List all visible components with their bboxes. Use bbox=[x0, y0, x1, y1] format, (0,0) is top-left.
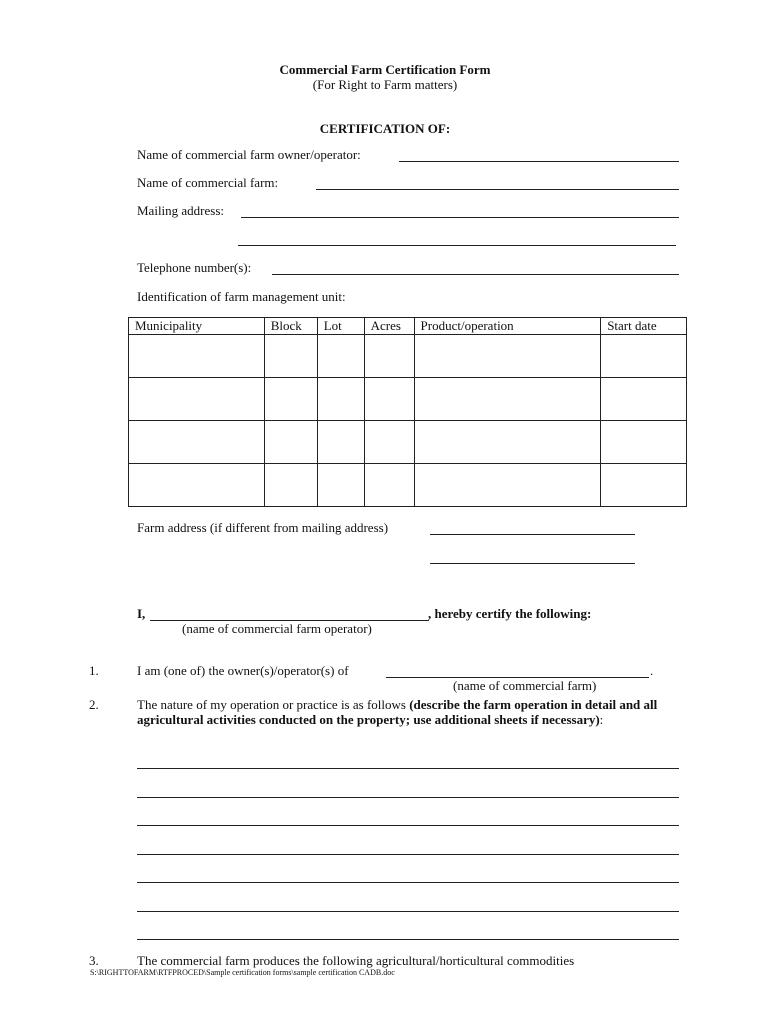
item-2-text-bold: (describe the farm operation in detail and all agricultural activities conducted on the property; use additional sheets if necessary) bbox=[137, 697, 658, 727]
operator-name-caption: (name of commercial farm operator) bbox=[182, 621, 372, 636]
mgmt-unit-table bbox=[128, 317, 687, 507]
farm-address-label: Farm address (if different from mailing address) bbox=[137, 520, 389, 535]
farm-name-field[interactable] bbox=[316, 189, 679, 190]
item-2-text-plain: The nature of my operation or practice is as follows bbox=[137, 697, 406, 712]
table-cell[interactable] bbox=[317, 464, 364, 507]
table-cell[interactable] bbox=[601, 421, 687, 464]
description-line-6[interactable] bbox=[137, 911, 679, 912]
table-cell[interactable] bbox=[317, 421, 364, 464]
table-cell[interactable] bbox=[129, 378, 265, 421]
description-line-7[interactable] bbox=[137, 939, 679, 940]
table-row bbox=[129, 421, 687, 464]
item-3-number: 3. bbox=[89, 953, 99, 968]
table-row bbox=[129, 464, 687, 507]
table-cell[interactable] bbox=[129, 335, 265, 378]
description-line-1[interactable] bbox=[137, 768, 679, 769]
table-cell[interactable] bbox=[601, 335, 687, 378]
description-line-3[interactable] bbox=[137, 825, 679, 826]
col-header-municipality: Municipality bbox=[129, 318, 265, 335]
description-line-2[interactable] bbox=[137, 797, 679, 798]
table-cell[interactable] bbox=[317, 335, 364, 378]
table-row bbox=[129, 378, 687, 421]
farm-name-label: Name of commercial farm: bbox=[137, 175, 279, 190]
item-1-number: 1. bbox=[89, 663, 99, 678]
item-3-text: The commercial farm produces the following agricultural/horticultural commodities bbox=[137, 953, 575, 968]
col-header-lot: Lot bbox=[317, 318, 364, 335]
item-1-caption: (name of commercial farm) bbox=[453, 678, 597, 693]
table-cell[interactable] bbox=[414, 378, 601, 421]
table-cell[interactable] bbox=[364, 335, 414, 378]
description-line-4[interactable] bbox=[137, 854, 679, 855]
table-cell[interactable] bbox=[264, 464, 317, 507]
table-cell[interactable] bbox=[264, 335, 317, 378]
certify-prefix: I, bbox=[137, 606, 146, 621]
owner-label: Name of commercial farm owner/operator: bbox=[137, 147, 361, 162]
form-subtitle: (For Right to Farm matters) bbox=[312, 77, 458, 92]
mailing-address-field-2[interactable] bbox=[238, 245, 676, 246]
table-cell[interactable] bbox=[129, 421, 265, 464]
form-title: Commercial Farm Certification Form bbox=[279, 62, 491, 77]
item-2-colon: : bbox=[599, 712, 604, 727]
farm-address-field-2[interactable] bbox=[430, 563, 635, 564]
col-header-product: Product/operation bbox=[414, 318, 601, 335]
table-cell[interactable] bbox=[601, 378, 687, 421]
table-cell[interactable] bbox=[601, 464, 687, 507]
certify-suffix: , hereby certify the following: bbox=[428, 606, 592, 621]
table-cell[interactable] bbox=[414, 335, 601, 378]
table-cell[interactable] bbox=[414, 464, 601, 507]
footer-file-path: S:\RIGHTTOFARM\RTFPROCED\Sample certification forms\sample certification CADB.doc bbox=[90, 968, 395, 977]
farm-address-field-1[interactable] bbox=[430, 534, 635, 535]
table-row bbox=[129, 335, 687, 378]
table-cell[interactable] bbox=[414, 421, 601, 464]
table-cell[interactable] bbox=[364, 378, 414, 421]
mailing-address-field-1[interactable] bbox=[241, 217, 679, 218]
col-header-start-date: Start date bbox=[601, 318, 687, 335]
table-cell[interactable] bbox=[129, 464, 265, 507]
col-header-block: Block bbox=[264, 318, 317, 335]
table-cell[interactable] bbox=[264, 421, 317, 464]
table-cell[interactable] bbox=[364, 421, 414, 464]
telephone-label: Telephone number(s): bbox=[137, 260, 252, 275]
owner-field[interactable] bbox=[399, 161, 679, 162]
table-header-row bbox=[129, 318, 687, 335]
item-1-text: I am (one of) the owner(s)/operator(s) of bbox=[137, 663, 349, 678]
table-cell[interactable] bbox=[364, 464, 414, 507]
col-header-acres: Acres bbox=[364, 318, 414, 335]
item-2-paragraph bbox=[137, 697, 682, 727]
mgmt-unit-label: Identification of farm management unit: bbox=[137, 289, 346, 304]
item-1-period: . bbox=[650, 663, 654, 678]
table-cell[interactable] bbox=[264, 378, 317, 421]
telephone-field[interactable] bbox=[272, 274, 679, 275]
section-heading: CERTIFICATION OF: bbox=[319, 121, 451, 136]
table-cell[interactable] bbox=[317, 378, 364, 421]
item-2-number: 2. bbox=[89, 697, 99, 712]
description-line-5[interactable] bbox=[137, 882, 679, 883]
mailing-address-label: Mailing address: bbox=[137, 203, 225, 218]
